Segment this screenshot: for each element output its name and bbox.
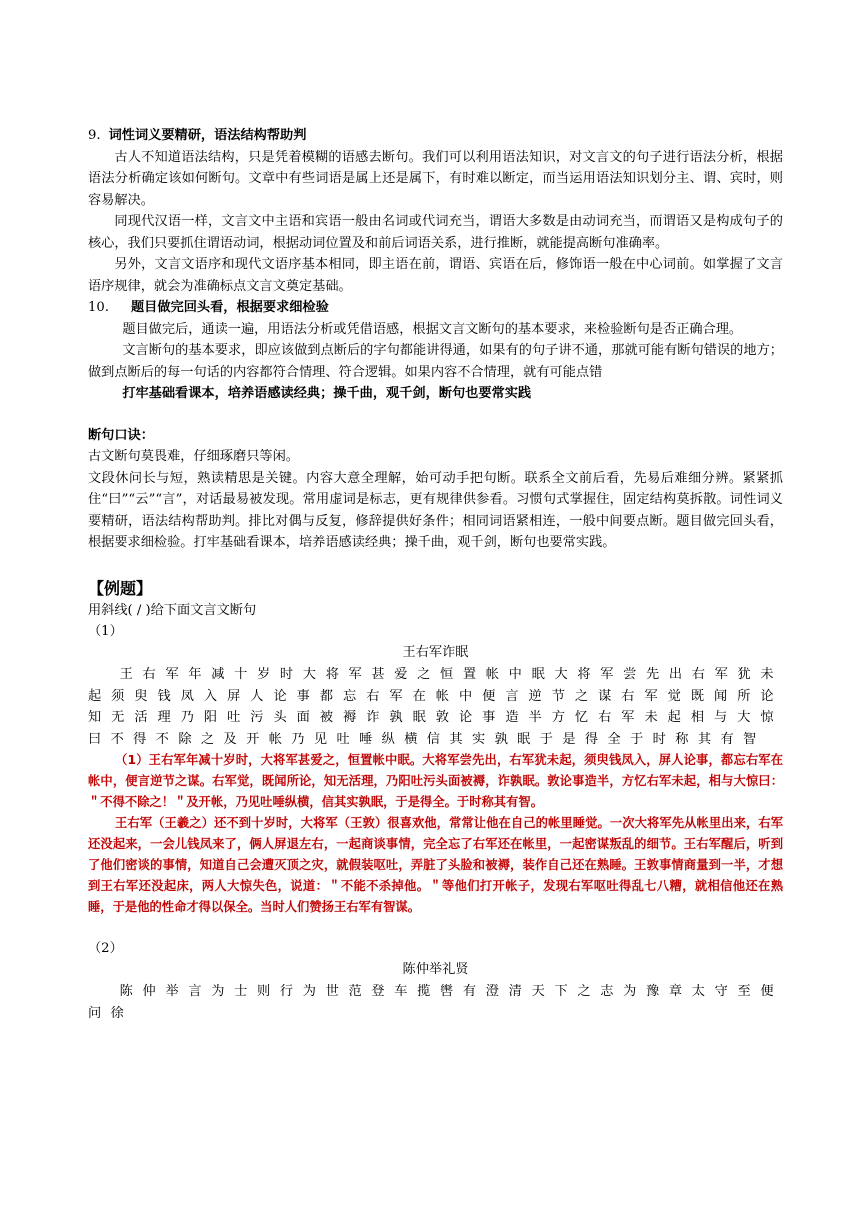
example-title: 王右军诈眠 — [402, 645, 469, 660]
mnemonic-line: 古文断句莫畏难，仔细琢磨只等闲。 — [88, 449, 299, 464]
paragraph: 另外，文言文语序和现代文语序基本相同，即主语在前，谓语、宾语在后，修饰语一般在中心词前。如掌握了文言语序规律，就会为准确标点文言文奠定基础。 — [88, 257, 783, 294]
example-label: （1） — [88, 624, 123, 639]
examples-instruction: 用斜线( / )给下面文言文断句 — [88, 602, 257, 618]
example-answer: （1）王右军年减十岁时，大将军甚爱之，恒置帐中眠。大将军尝先出，右军犹未起，须臾钱凤入，屏人论事，都忘右军在帐中，便言逆节之谋。右军觉，既闻所论，知无活理，乃阳吐污头面被褥，诈孰眠。敦论事造半，方忆右军未起，相与大惊曰：＂不得不除之！＂及开帐，乃见吐唾纵横，信其实孰眠，于是得全。于时称其有智。 — [88, 753, 783, 809]
paragraph: 同现代汉语一样，文言文中主语和宾语一般由名词或代词充当，谓语大多数是由动词充当，而谓语又是构成句子的核心，我们只要抓住谓语动词，根据动词位置及和前后词语关系，进行推断，就能提高断句准确率。 — [88, 214, 783, 251]
paragraph: 题目做完后，通读一遍，用语法分析或凭借语感，根据文言文断句的基本要求，来检验断句是否正确合理。 — [122, 321, 743, 337]
example-text: 王右军年减十岁时大将军甚爱之恒置帐中眠大将军尝先出右军犹未起须臾钱凤入屏人论事都忘右军在帐中便言逆节之谋右军觉既闻所论知无活理乃阳吐污头面被褥诈孰眠敦论事造半方忆右军未起相与大惊曰不得不除之及开帐乃见吐唾纵横信其实孰眠于是得全于时称其有智 — [88, 667, 783, 747]
section-9-heading — [88, 125, 783, 147]
document-page — [88, 125, 783, 1024]
example-title: 陈仲举礼贤 — [402, 962, 469, 977]
mnemonic-body: 文段休问长与短，熟读精思是关键。内容大意全理解，始可动手把句断。联系全文前后看，先易后难细分辨。紧紧抓住“曰”“云”“言”，对话最易被发现。常用虚词是标志，更有规律供参看。习惯句式掌握住，固定结构莫拆散。词性词义要精研，语法结构帮助判。排比对偶与反复，修辞提供好条件；相同词语紧相连，一般中间要点断。题目做完回头看，根据要求细检验。打牢基础看课本，培养语感读经典；操千曲，观千剑，断句也要常实践。 — [88, 470, 783, 550]
mnemonic-title: 断句口诀： — [88, 427, 154, 443]
example-label: （2） — [88, 941, 123, 956]
example-text: 陈仲举言为士则行为世范登车揽辔有澄清天下之志为豫章太守至便问徐 — [88, 984, 783, 1021]
paragraph: 古人不知道语法结构，只是凭着模糊的语感去断句。我们可以利用语法知识，对文言文的句子进行语法分析，根据语法分析确定该如何断句。文章中有些词语是属上还是属下，有时难以断定，而当运用语法知识划分主、谓、宾时，则容易解决。 — [88, 149, 783, 208]
section-title: 题目做完回头看，根据要求细检验 — [130, 300, 329, 315]
paragraph: 文言断句的基本要求，即应该做到点断后的字句都能讲得通，如果有的句子讲不通，那就可能有断句错误的地方；做到点断后的每一句话的内容都符合情理、符合逻辑。如果内容不合情理，就有可能点错 — [88, 343, 783, 380]
section-10-heading — [88, 297, 783, 319]
examples-heading: 【例题】 — [88, 578, 153, 598]
bold-summary: 打牢基础看课本，培养语感读经典；操千曲，观千剑，断句也要常实践 — [122, 386, 532, 401]
section-title: 词性词义要精研，语法结构帮助判 — [108, 128, 307, 143]
example-translation: 王右军（王羲之）还不到十岁时，大将军（王敦）很喜欢他，常常让他在自己的帐里睡觉。一次大将军先从帐里出来，右军还没起来，一会儿钱凤来了，俩人屏退左右，一起商谈事情，完全忘了右军还在帐里，一起密谋叛乱的细节。王右军醒后，听到了他们密谈的事情，知道自己会遭灭顶之灾，就假装呕吐，弄脏了头脸和被褥，装作自己还在熟睡。王敦事情商量到一半，才想到王右军还没起床，两人大惊失色，说道：＂不能不杀掉他。＂等他们打开帐子，发现右军呕吐得乱七八糟，就相信他还在熟睡，于是他的性命才得以保全。当时人们赞扬王右军有智谋。 — [88, 816, 783, 914]
section-number: 10. — [88, 300, 109, 315]
section-number: 9. — [88, 128, 101, 143]
